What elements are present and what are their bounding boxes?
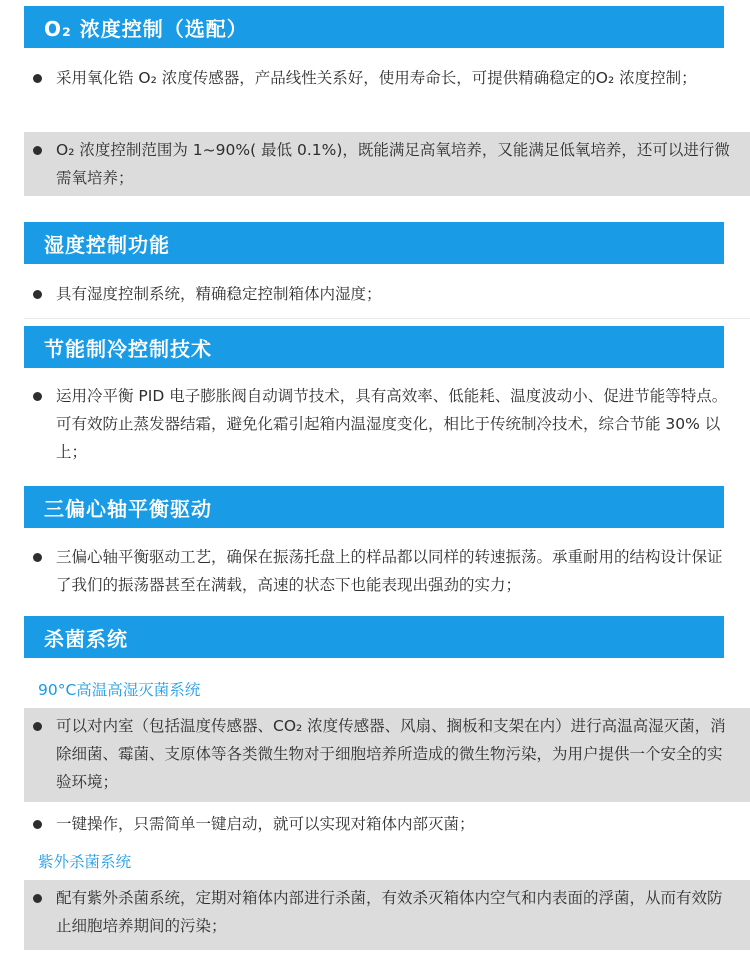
bullet-icon: [33, 553, 42, 562]
bullet-icon: [33, 146, 42, 155]
bullet-icon: [33, 74, 42, 83]
list-item: O₂ 浓度控制范围为 1~90%( 最低 0.1%)，既能满足高氧培养，又能满足低氧培养，还可以进行微需氧培养；: [24, 132, 750, 196]
list-item: 具有湿度控制系统，精确稳定控制箱体内湿度；: [24, 280, 750, 308]
bullet-icon: [33, 392, 42, 401]
section-title: 杀菌系统: [44, 626, 128, 651]
list-item: 配有紫外杀菌系统，定期对箱体内部进行杀菌，有效杀灭箱体内空气和内表面的浮菌，从而有效防止细胞培养期间的污染；: [24, 880, 750, 950]
section-title: 三偏心轴平衡驱动: [44, 496, 212, 521]
section-title: 湿度控制功能: [44, 232, 170, 257]
bullet-icon: [33, 894, 42, 903]
section-header-o2: [24, 6, 724, 48]
section-header-sterilize: [24, 616, 724, 658]
section-title: 节能制冷控制技术: [44, 336, 212, 361]
list-item: 可以对内室（包括温度传感器、CO₂ 浓度传感器、风扇、搁板和支架在内）进行高温高湿灭菌，消除细菌、霉菌、支原体等各类微生物对于细胞培养所造成的微生物污染，为用户提供一个安全的实验环境；: [24, 708, 750, 802]
bullet-icon: [33, 722, 42, 731]
bullet-icon: [33, 290, 42, 299]
divider: [24, 318, 750, 319]
section-header-cooling: [24, 326, 724, 368]
bullet-icon: [33, 820, 42, 829]
list-item: 运用冷平衡 PID 电子膨胀阀自动调节技术，具有高效率、低能耗、温度波动小、促进节能等特点。可有效防止蒸发器结霜，避免化霜引起箱内温湿度变化，相比于传统制冷技术，综合节能 30% 以上；: [24, 382, 750, 466]
subsection-title: 紫外杀菌系统: [38, 853, 132, 871]
list-item: 三偏心轴平衡驱动工艺，确保在振荡托盘上的样品都以同样的转速振荡。承重耐用的结构设计保证了我们的振荡器甚至在满载，高速的状态下也能表现出强劲的实力；: [24, 543, 750, 599]
list-item: 采用氧化锆 O₂ 浓度传感器，产品线性关系好，使用寿命长，可提供精确稳定的O₂ 浓度控制；: [24, 64, 750, 120]
section-header-drive: [24, 486, 724, 528]
list-item: 一键操作，只需简单一键启动，就可以实现对箱体内部灭菌；: [24, 810, 750, 838]
section-header-humidity: [24, 222, 724, 264]
section-title: O₂ 浓度控制（选配）: [44, 16, 248, 41]
subsection-title: 90°C高温高湿灭菌系统: [38, 681, 201, 699]
